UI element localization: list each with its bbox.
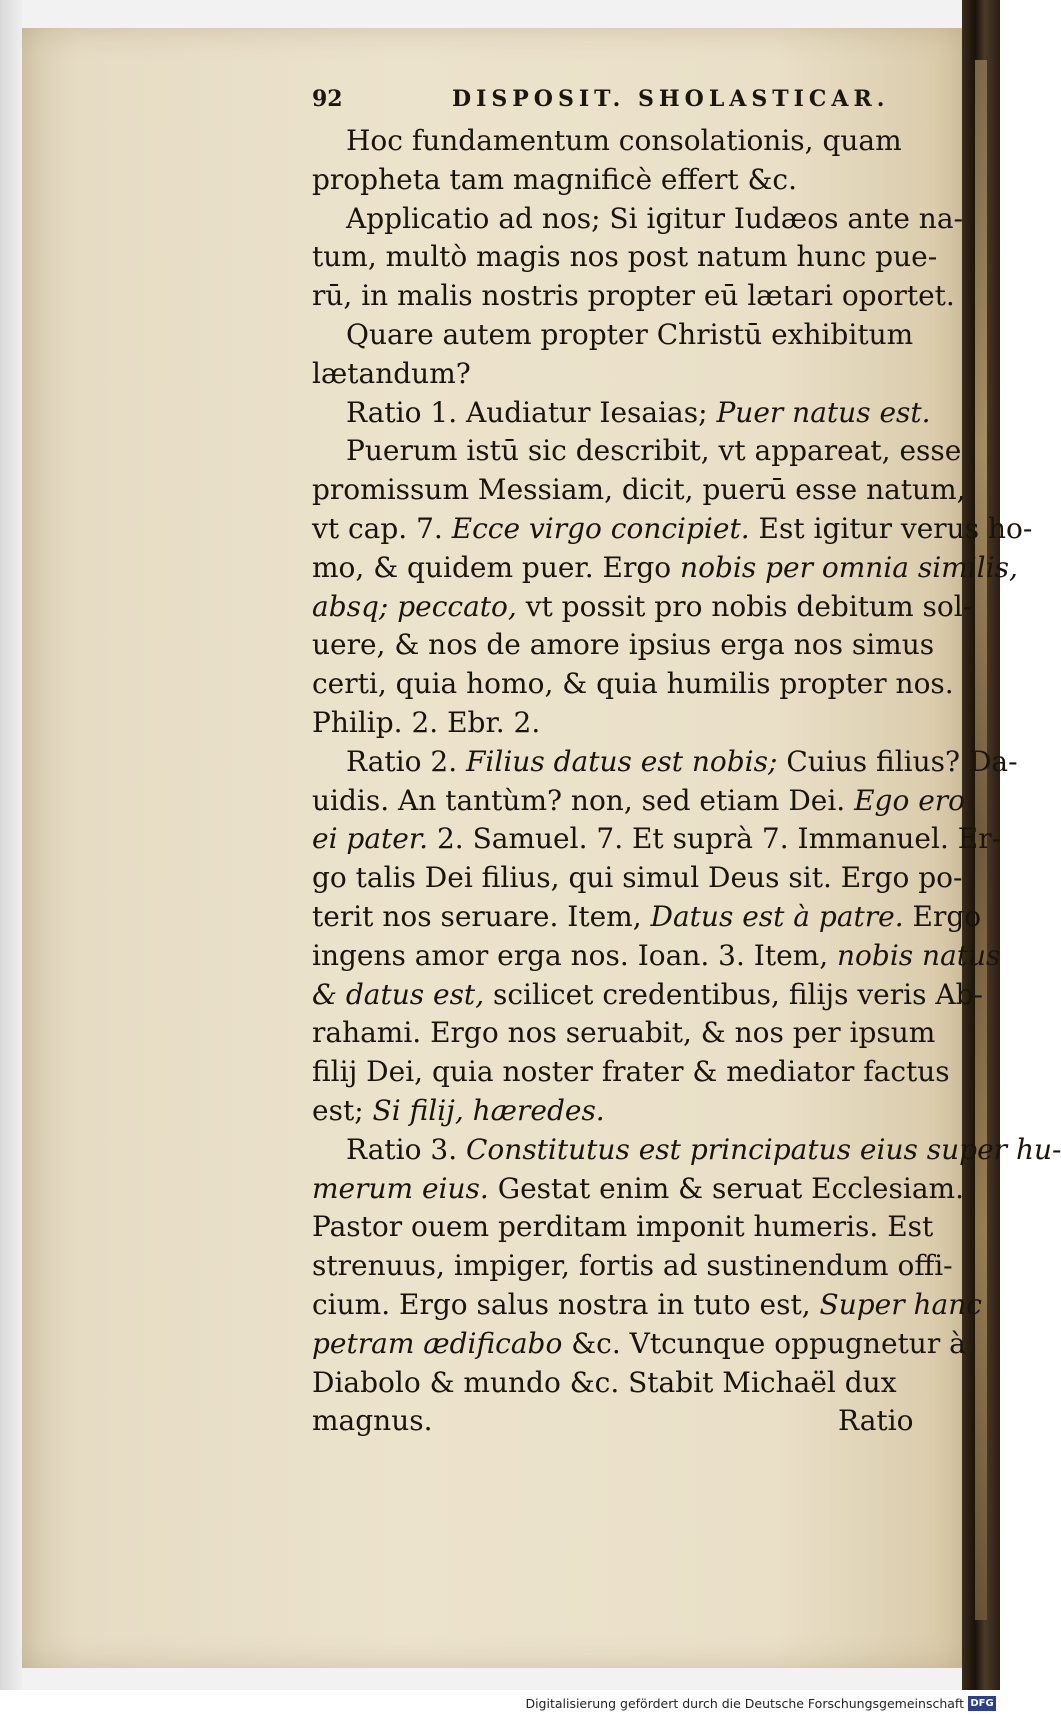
text-segment: Ratio 2. xyxy=(346,744,466,778)
text-line xyxy=(312,122,937,161)
text-line xyxy=(312,316,937,355)
text-segment: magnus. xyxy=(312,1404,433,1438)
text-line xyxy=(312,549,1018,588)
italic-text: merum eius. xyxy=(312,1171,489,1205)
italic-text: nobis natus xyxy=(837,938,1001,972)
text-segment: promissum Messiam, dicit, puerū esse natum, xyxy=(312,473,966,507)
italic-text: petram ædificabo xyxy=(312,1326,563,1360)
text-line xyxy=(312,1170,964,1209)
text-segment: Ergo xyxy=(903,899,982,933)
page-header xyxy=(312,86,932,122)
text-line xyxy=(312,820,1002,859)
text-line xyxy=(312,161,937,200)
text-segment: vt cap. 7. xyxy=(312,511,452,545)
text-line xyxy=(312,588,973,627)
binding-shadow xyxy=(0,0,22,1690)
catchword: Ratio xyxy=(838,1404,914,1437)
text-line xyxy=(312,1014,937,1053)
text-segment: Pastor ouem perditam imponit humeris. Est xyxy=(312,1210,934,1244)
text-line xyxy=(312,626,937,665)
text-segment: vt possit pro nobis debitum sol- xyxy=(516,589,973,623)
text-segment: ingens amor erga nos. Ioan. 3. Item, xyxy=(312,938,837,972)
text-line xyxy=(312,782,966,821)
italic-text: ei pater. xyxy=(312,822,429,856)
text-segment: Ratio 3. xyxy=(346,1132,466,1166)
text-segment: certi, quia homo, & quia humilis propter nos. xyxy=(312,667,954,701)
text-segment: &c. Vtcunque oppugnetur à xyxy=(562,1326,966,1360)
text-line xyxy=(312,1364,937,1403)
text-line xyxy=(312,937,1001,976)
text-segment: rū, in malis nostris propter eū lætari oportet. xyxy=(312,279,955,313)
italic-text: Datus est à patre. xyxy=(650,899,904,933)
text-segment: Ratio 1. Audiatur Iesaias; xyxy=(346,395,717,429)
text-line xyxy=(312,394,937,433)
text-segment: Hoc fundamentum consolationis, quam xyxy=(346,124,902,157)
italic-text: Si filij, hæredes. xyxy=(372,1093,605,1127)
italic-text: Ego ero xyxy=(854,783,966,817)
text-segment: Cuius filius? Da- xyxy=(777,744,1018,778)
text-line xyxy=(312,355,937,394)
text-segment: propheta tam magnificè effert &c. xyxy=(312,162,797,196)
italic-text: Super hanc xyxy=(819,1287,982,1321)
text-segment: Applicatio ad nos; Si igitur Iudæos ante na- xyxy=(346,201,963,235)
text-line xyxy=(312,432,962,471)
italic-text: & datus est, xyxy=(312,977,485,1011)
text-segment: Quare autem propter Christū exhibitum xyxy=(346,317,914,351)
text-segment: est; xyxy=(312,1093,373,1127)
text-line xyxy=(312,1208,937,1247)
text-segment: 2. Samuel. 7. Et suprà 7. Immanuel. Er- xyxy=(428,822,1002,856)
text-segment: strenuus, impiger, fortis ad sustinendum offi- xyxy=(312,1249,953,1283)
text-segment: mo, & quidem puer. Ergo xyxy=(312,550,681,584)
text-line xyxy=(312,898,982,937)
italic-text: Puer natus est. xyxy=(716,395,931,429)
text-segment: rahami. Ergo nos seruabit, & nos per ipsum xyxy=(312,1016,936,1050)
text-block xyxy=(312,122,1061,1441)
text-line xyxy=(312,1247,953,1286)
text-segment: tum, multò magis nos post natum hunc pue- xyxy=(312,240,938,274)
text-segment: filij Dei, quia noster frater & mediator factus xyxy=(312,1055,950,1089)
page-number: 92 xyxy=(312,86,343,112)
text-line xyxy=(312,743,1018,782)
text-segment: uere, & nos de amore ipsius erga nos simus xyxy=(312,628,935,662)
text-segment: go talis Dei filius, qui simul Deus sit. Ergo po- xyxy=(312,861,963,895)
text-line xyxy=(312,1092,937,1131)
text-line xyxy=(312,704,937,743)
text-segment: Philip. 2. Ebr. 2. xyxy=(312,705,541,739)
footer-credit: Digitalisierung gefördert durch die Deutsche Forschungsgemeinschaft xyxy=(525,1696,964,1711)
text-line xyxy=(312,1286,982,1325)
text-line xyxy=(312,859,963,898)
italic-text: nobis per omnia similis, xyxy=(680,550,1018,584)
running-title: DISPOSIT. SHOLASTICAR. xyxy=(452,86,890,112)
italic-text: Ecce virgo concipiet. xyxy=(451,511,750,545)
text-segment: cium. Ergo salus nostra in tuto est, xyxy=(312,1287,820,1321)
text-segment: Gestat enim & seruat Ecclesiam. xyxy=(488,1171,964,1205)
text-segment: Diabolo & mundo &c. Stabit Michaël dux xyxy=(312,1365,897,1399)
text-line xyxy=(312,277,955,316)
text-line xyxy=(312,976,983,1015)
dfg-logo-icon: DFG xyxy=(968,1696,996,1711)
text-line xyxy=(312,1053,950,1092)
text-line xyxy=(312,665,954,704)
text-line xyxy=(312,471,966,510)
italic-text: Constitutus est principatus eius super hu- xyxy=(466,1132,1061,1166)
italic-text: absq; peccato, xyxy=(312,589,517,623)
text-segment: Est igitur verus ho- xyxy=(749,511,1033,545)
text-segment: terit nos seruare. Item, xyxy=(312,899,651,933)
text-line xyxy=(312,1325,966,1364)
text-segment: lætandum? xyxy=(312,356,471,390)
footer-bar xyxy=(0,1690,1000,1718)
text-line xyxy=(312,238,937,277)
text-line xyxy=(312,200,963,239)
text-line xyxy=(312,510,1033,549)
text-segment: uidis. An tantùm? non, sed etiam Dei. xyxy=(312,783,855,817)
text-segment: Puerum istū sic describit, vt appareat, esse xyxy=(346,434,962,468)
italic-text: Filius datus est nobis; xyxy=(466,744,778,778)
text-segment: scilicet credentibus, filijs veris Ab- xyxy=(484,977,983,1011)
text-line xyxy=(312,1131,1061,1170)
